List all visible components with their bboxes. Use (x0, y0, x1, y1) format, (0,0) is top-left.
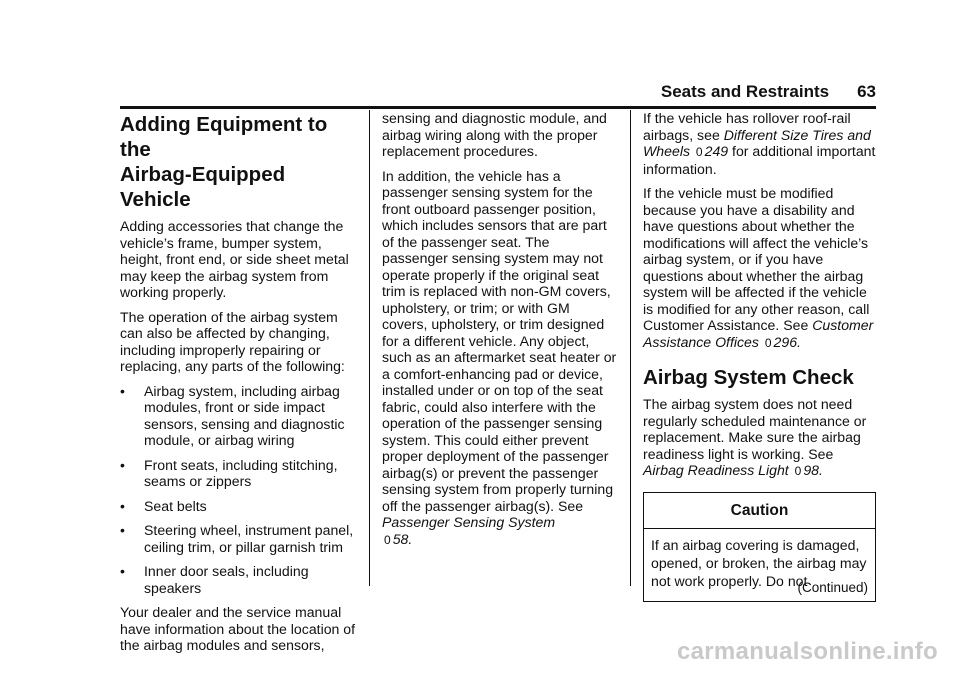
bullet-icon: • (120, 456, 125, 473)
paragraph-text: The airbag system does not need regularly scheduled maintenance or replacement. Make sure the airbag readiness light is working. See (643, 396, 867, 462)
heading-line-2: Airbag-Equipped Vehicle (120, 163, 286, 211)
heading-line-1: Adding Equipment to the (120, 113, 328, 161)
column-2 (382, 110, 618, 556)
bullet-icon: • (120, 497, 125, 514)
list-item (120, 498, 356, 515)
paragraph (643, 185, 876, 351)
page-reference-arrow-icon: 0 (794, 464, 802, 478)
column-3 (643, 110, 876, 602)
bullet-icon: • (120, 563, 125, 579)
list-item (120, 563, 356, 596)
paragraph: sensing and diagnostic module, and airbag wiring along with the proper replacement procedures. (382, 110, 607, 159)
caution-continued: (Continued) (797, 580, 868, 595)
paragraph: Your dealer and the service manual have information about the location of the airbag modules and sensors, (120, 604, 356, 653)
bullet-icon: • (120, 382, 125, 399)
paragraph-text: If the vehicle has rollover roof-rail airbags, see (643, 110, 851, 143)
watermark: carmanualsonline.info (676, 638, 938, 665)
bullet-list (120, 383, 356, 597)
list-item-text: Airbag system, including airbag modules, front or side impact sensors, sensing and diagnostic module, or airbag wiring (144, 382, 345, 448)
paragraph-text: If the vehicle must be modified because you have a disability and have questions about whether the modifications will affect the vehicle’s airbag system, or if you have questions about whether the airbag system will be affected if the vehicle is modified for any other reason, call Customer Assistance. See (643, 185, 870, 333)
column-divider-1 (369, 110, 370, 586)
paragraph-text: In addition, the vehicle has a passenger sensing system for the front outboard passenger position, which includes sensors that are part of the passenger seat. The passenger sensing system may not operate properly if the original seat trim is replaced with non-GM covers, upholstery, or trim; or with GM covers, upholstery, or trim designed for a different vehicle. Any object, such as an aftermarket seat heater or a comfort-enhancing pad or device, installed under or on top of the seat fabric, could also interfere with the operation of the passenger sensing system. This could either prevent proper deployment of the passenger airbag(s) or prevent the passenger sensing system from properly turning off the passenger airbag(s). See (382, 167, 617, 514)
list-item (120, 457, 356, 490)
list-item-text: Steering wheel, instrument panel, ceiling trim, or pillar garnish trim (144, 522, 354, 555)
paragraph: The operation of the airbag system can also be affected by changing, including improperly repairing or replacing, any parts of the following: (120, 308, 345, 374)
paragraph (643, 396, 876, 480)
page-reference-arrow-icon: 0 (764, 335, 772, 350)
cross-reference-page[interactable]: 249 (704, 143, 729, 159)
list-item-text: Seat belts (144, 497, 207, 514)
cross-reference-page[interactable]: 296. (773, 333, 801, 350)
header-rule (120, 106, 876, 109)
list-item-text: Front seats, including stitching, seams or zippers (144, 456, 338, 489)
page-number: 63 (857, 82, 876, 101)
cross-reference-link[interactable]: Airbag Readiness Light (643, 462, 789, 478)
list-item (120, 383, 356, 449)
running-head (560, 82, 876, 102)
column-divider-2 (630, 110, 631, 586)
paragraph-text: for additional important information. (643, 143, 876, 177)
section-heading-airbag-system-check: Airbag System Check (643, 366, 854, 389)
bullet-icon: • (120, 522, 125, 538)
caution-title: Caution (644, 493, 875, 530)
page-reference-arrow-icon: 0 (384, 532, 391, 547)
page-reference-arrow-icon: 0 (695, 145, 703, 159)
paragraph (382, 168, 618, 549)
section-title: Seats and Restraints (660, 82, 830, 101)
caution-box (643, 492, 876, 602)
cross-reference-link[interactable]: Passenger Sensing System (382, 514, 556, 530)
section-heading-adding-equipment (120, 112, 356, 212)
list-item-text: Inner door seals, including speakers (144, 563, 309, 596)
cross-reference-page[interactable]: 98. (803, 462, 823, 478)
cross-reference-page[interactable]: 58. (392, 530, 413, 547)
paragraph: Adding accessories that change the vehicle’s frame, bumper system, height, front end, or side sheet metal may keep the airbag system from working properly. (120, 218, 349, 300)
column-1 (120, 110, 356, 662)
cross-reference-link[interactable]: Customer Assistance Offices (643, 317, 874, 350)
caution-body: If an airbag covering is damaged, opened, or broken, the airbag may not work properly. Do not (651, 537, 867, 589)
cross-reference-link[interactable]: Different Size Tires and Wheels (643, 126, 871, 159)
list-item (120, 522, 356, 555)
paragraph (643, 110, 876, 177)
